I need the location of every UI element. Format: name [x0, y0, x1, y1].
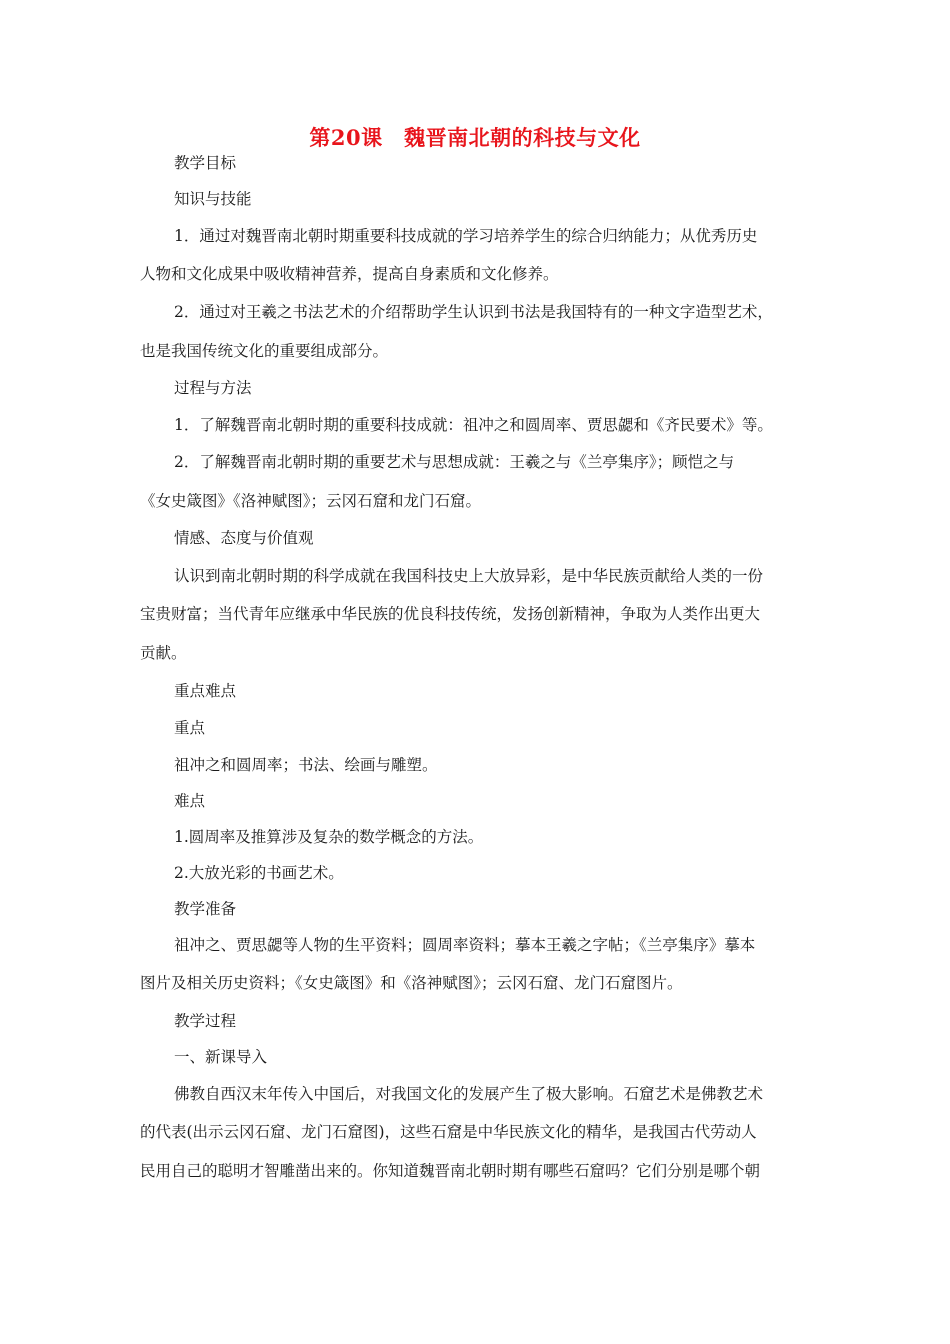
subheading-new-lesson-intro: 一、新课导入 [174, 1048, 268, 1066]
paragraph-line: 1．了解魏晋南北朝时期的重要科技成就：祖冲之和圆周率、贾思勰和《齐民要术》等。 [174, 416, 773, 434]
paragraph-line: 《女史箴图》《洛神赋图》；云冈石窟和龙门石窟。 [140, 492, 482, 510]
paragraph-line: 2．了解魏晋南北朝时期的重要艺术与思想成就：王羲之与《兰亭集序》；顾恺之与 [174, 453, 735, 471]
paragraph-line: 贡献。 [140, 644, 187, 662]
heading-teaching-process: 教学过程 [174, 1012, 237, 1030]
subheading-difficult-points: 难点 [174, 792, 206, 810]
paragraph-line: 也是我国传统文化的重要组成部分。 [140, 342, 389, 360]
heading-teaching-preparation: 教学准备 [174, 900, 237, 918]
paragraph-line: 1.圆周率及推算涉及复杂的数学概念的方法。 [174, 828, 484, 846]
paragraph-line: 1．通过对魏晋南北朝时期重要科技成就的学习培养学生的综合归纳能力；从优秀历史 [174, 227, 758, 245]
subheading-process-method: 过程与方法 [174, 379, 252, 397]
paragraph-line: 民用自己的聪明才智雕凿出来的。你知道魏晋南北朝时期有哪些石窟吗？它们分别是哪个朝 [140, 1162, 761, 1180]
paragraph-line: 佛教自西汉末年传入中国后，对我国文化的发展产生了极大影响。石窟艺术是佛教艺术 [174, 1085, 764, 1103]
paragraph-line: 认识到南北朝时期的科学成就在我国科技史上大放异彩，是中华民族贡献给人类的一份 [174, 567, 764, 585]
heading-key-difficult-points: 重点难点 [174, 682, 237, 700]
paragraph-line: 的代表(出示云冈石窟、龙门石窟图)，这些石窟是中华民族文化的精华，是我国古代劳动人 [140, 1123, 757, 1141]
heading-teaching-objectives: 教学目标 [174, 154, 237, 172]
paragraph-line: 图片及相关历史资料；《女史箴图》和《洛神赋图》；云冈石窟、龙门石窟图片。 [140, 974, 683, 992]
paragraph-line: 2．通过对王羲之书法艺术的介绍帮助学生认识到书法是我国特有的一种文字造型艺术， [174, 303, 773, 321]
paragraph-line: 祖冲之和圆周率；书法、绘画与雕塑。 [174, 756, 438, 774]
subheading-emotion-attitude-values: 情感、态度与价值观 [174, 529, 314, 547]
paragraph-line: 祖冲之、贾思勰等人物的生平资料；圆周率资料；摹本王羲之字帖；《兰亭集序》摹本 [174, 936, 756, 954]
paragraph-line: 2.大放光彩的书画艺术。 [174, 864, 344, 882]
subheading-knowledge-skills: 知识与技能 [174, 190, 252, 208]
lesson-title: 第20课 魏晋南北朝的科技与文化 [309, 125, 641, 150]
subheading-key-points: 重点 [174, 719, 206, 737]
paragraph-line: 宝贵财富；当代青年应继承中华民族的优良科技传统，发扬创新精神，争取为人类作出更大 [140, 605, 761, 623]
paragraph-line: 人物和文化成果中吸收精神营养，提高自身素质和文化修养。 [140, 265, 559, 283]
